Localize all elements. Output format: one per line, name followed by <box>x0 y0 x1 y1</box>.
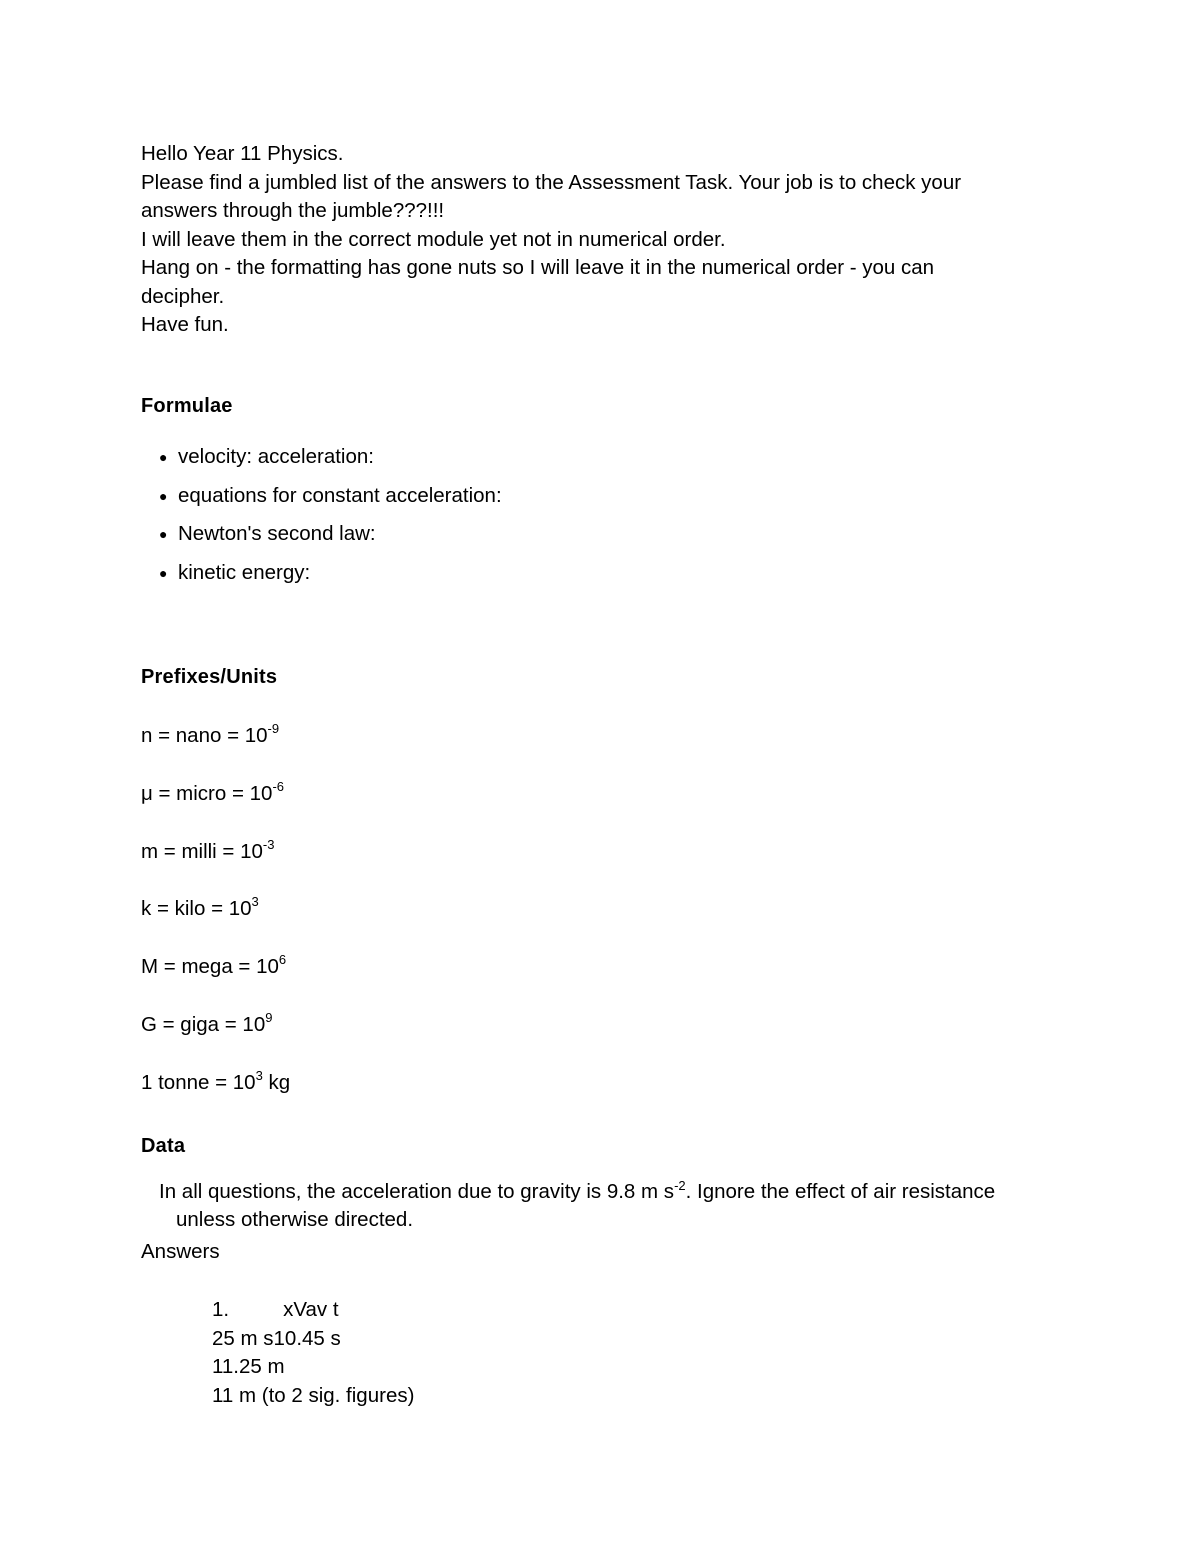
prefix-row: 1 tonne = $10^3$ kg <box>141 1067 291 1094</box>
list-item <box>141 438 1041 477</box>
answer-line: 11 m (to 2 sig. figures) <box>212 1383 415 1407</box>
prefix-row: m = milli = $10^{-3}$ <box>141 836 275 863</box>
data-paragraph <box>159 1172 1059 1235</box>
intro-line: Hang on - the formatting has gone nuts so I will leave it in the numerical order - you can <box>141 256 935 279</box>
formulae-list-wrap <box>141 438 1041 592</box>
prefix-row: G = giga = $10^9$ <box>141 1010 273 1036</box>
formula-label: equations for constant acceleration: <box>178 483 502 507</box>
bullet-icon: ● <box>159 564 168 581</box>
intro-line: Have fun. <box>141 313 229 336</box>
formula-label: velocity: acceleration: <box>178 445 374 468</box>
data-heading: Data <box>141 1135 186 1157</box>
list-item <box>141 515 1041 554</box>
prefix-row: k = kilo = $10^3$ <box>141 894 259 921</box>
answers-section <box>141 1238 1041 1267</box>
intro-line: Hello Year 11 Physics. <box>141 142 344 165</box>
bullet-icon: ● <box>159 526 168 542</box>
data-section <box>141 1132 1041 1161</box>
answer-line: 11.25 m <box>212 1355 285 1378</box>
answer-line: 1. xVav t <box>212 1298 339 1321</box>
data-line: In all questions, the acceleration due to gravity is 9.8 m $s^{-2}$. Ignore the effect of air resistance <box>159 1178 996 1203</box>
prefixes-section <box>141 663 1041 692</box>
formulae-list <box>141 438 1041 592</box>
data-continuation: unless otherwise directed. <box>176 1208 414 1232</box>
prefix-row: μ = micro = $10^{-6}$ <box>141 778 285 805</box>
prefix-row: n = nano = $10^{-9}$ <box>141 721 280 747</box>
intro-line: answers through the jumble???!!! <box>141 199 445 222</box>
list-item <box>141 477 1041 516</box>
formulae-heading: Formulae <box>141 395 233 417</box>
answers-label: Answers <box>141 1240 220 1263</box>
answer-line: 25 m s10.45 s <box>212 1326 341 1350</box>
bullet-icon: ● <box>159 487 168 504</box>
prefix-row: M = mega = $10^6$ <box>141 952 287 979</box>
formulae-section <box>141 392 1041 421</box>
intro-line: I will leave them in the correct module yet not in numerical order. <box>141 227 726 251</box>
formula-label: kinetic energy: <box>178 560 311 584</box>
list-item <box>141 554 1041 593</box>
prefixes-heading: Prefixes/Units <box>141 666 278 688</box>
answers-list <box>212 1296 912 1410</box>
intro-line: decipher. <box>141 284 225 308</box>
bullet-icon: ● <box>159 449 168 465</box>
formula-label: Newton's second law: <box>178 522 376 545</box>
intro-line: Please find a jumbled list of the answers to the Assessment Task. Your job is to check your <box>141 170 962 194</box>
prefixes-list <box>141 704 1041 1109</box>
intro-section <box>141 140 1041 340</box>
